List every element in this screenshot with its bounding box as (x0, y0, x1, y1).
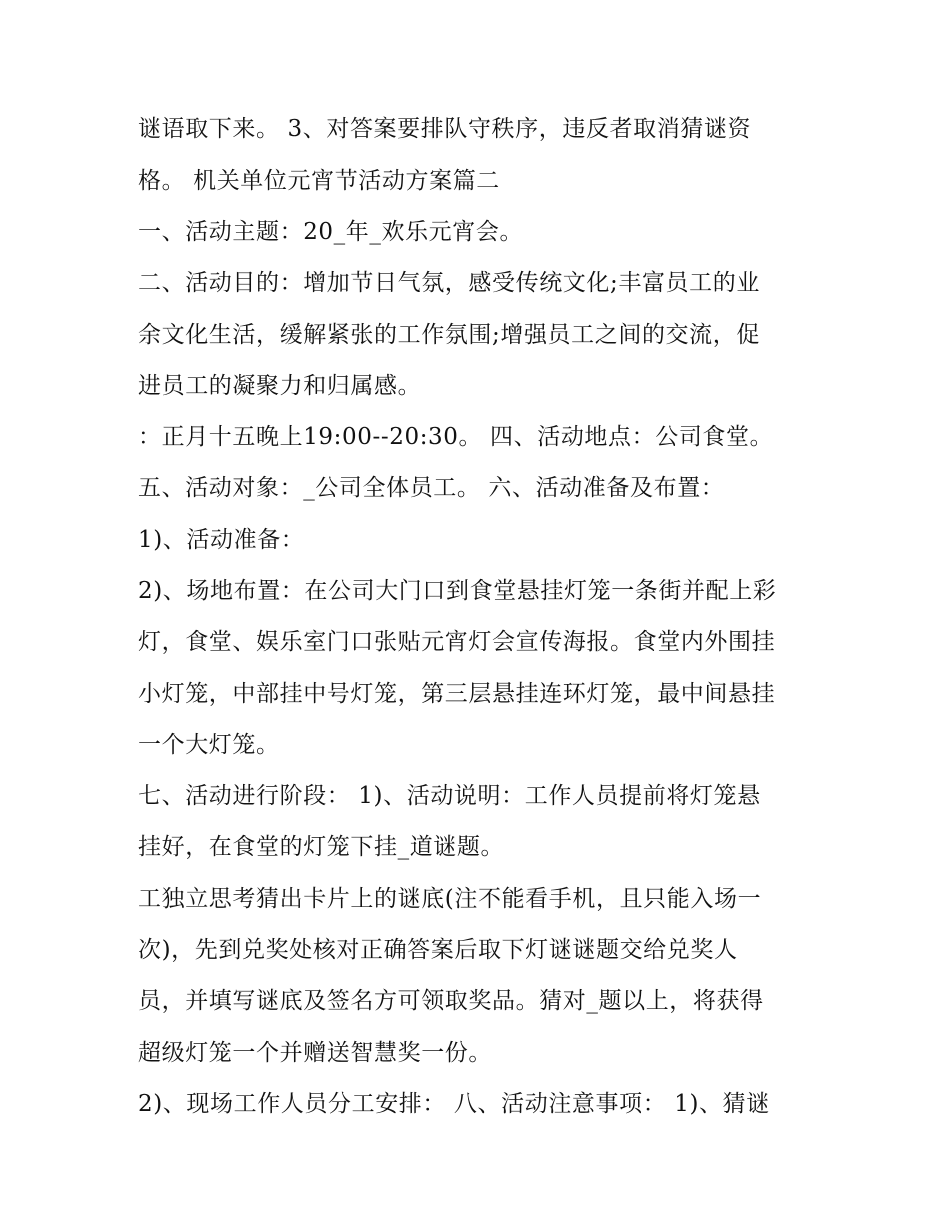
text-line: 1)、活动准备： (138, 527, 305, 553)
text-line: 2)、场地布置：在公司大门口到食堂悬挂灯笼一条街并配上彩 (138, 578, 777, 604)
text-line: 谜语取下来。 3、对答案要排队守秩序，违反者取消猜谜资 (138, 116, 752, 142)
text-line: ：正月十五晚上19:00--20:30。 四、活动地点：公司食堂。 (138, 424, 774, 450)
text-line: 2)、现场工作人员分工安排： 八、活动注意事项： 1)、猜谜 (138, 1091, 770, 1117)
text-line: 一、活动主题：20_年_欢乐元宵会。 (138, 219, 524, 245)
text-line: 小灯笼，中部挂中号灯笼，第三层悬挂连环灯笼，最中间悬挂 (138, 681, 776, 707)
text-line: 次)，先到兑奖处核对正确答案后取下灯谜谜题交给兑奖人 (138, 937, 738, 963)
text-line: 工独立思考猜出卡片上的谜底(注不能看手机，且只能入场一 (138, 886, 762, 912)
text-line: 二、活动目的：增加节日气氛，感受传统文化;丰富员工的业 (138, 270, 760, 296)
text-line: 灯，食堂、娱乐室门口张贴元宵灯会宣传海报。食堂内外围挂 (138, 629, 776, 655)
text-line: 格。 机关单位元宵节活动方案篇二 (138, 168, 500, 194)
text-line: 五、活动对象：_公司全体员工。 六、活动准备及布置： (138, 475, 725, 501)
text-line: 七、活动进行阶段： 1)、活动说明：工作人员提前将灯笼悬 (138, 783, 761, 809)
text-line: 超级灯笼一个并赠送智慧奖一份。 (138, 1040, 492, 1066)
text-line: 余文化生活，缓解紧张的工作氛围;增强员工之间的交流，促 (138, 322, 760, 348)
text-line: 一个大灯笼。 (138, 732, 280, 758)
text-line: 进员工的凝聚力和归属感。 (138, 373, 422, 399)
text-line: 员，并填写谜底及签名方可领取奖品。猜对_题以上，将获得 (138, 988, 764, 1014)
text-line: 挂好，在食堂的灯笼下挂_道谜题。 (138, 834, 505, 860)
